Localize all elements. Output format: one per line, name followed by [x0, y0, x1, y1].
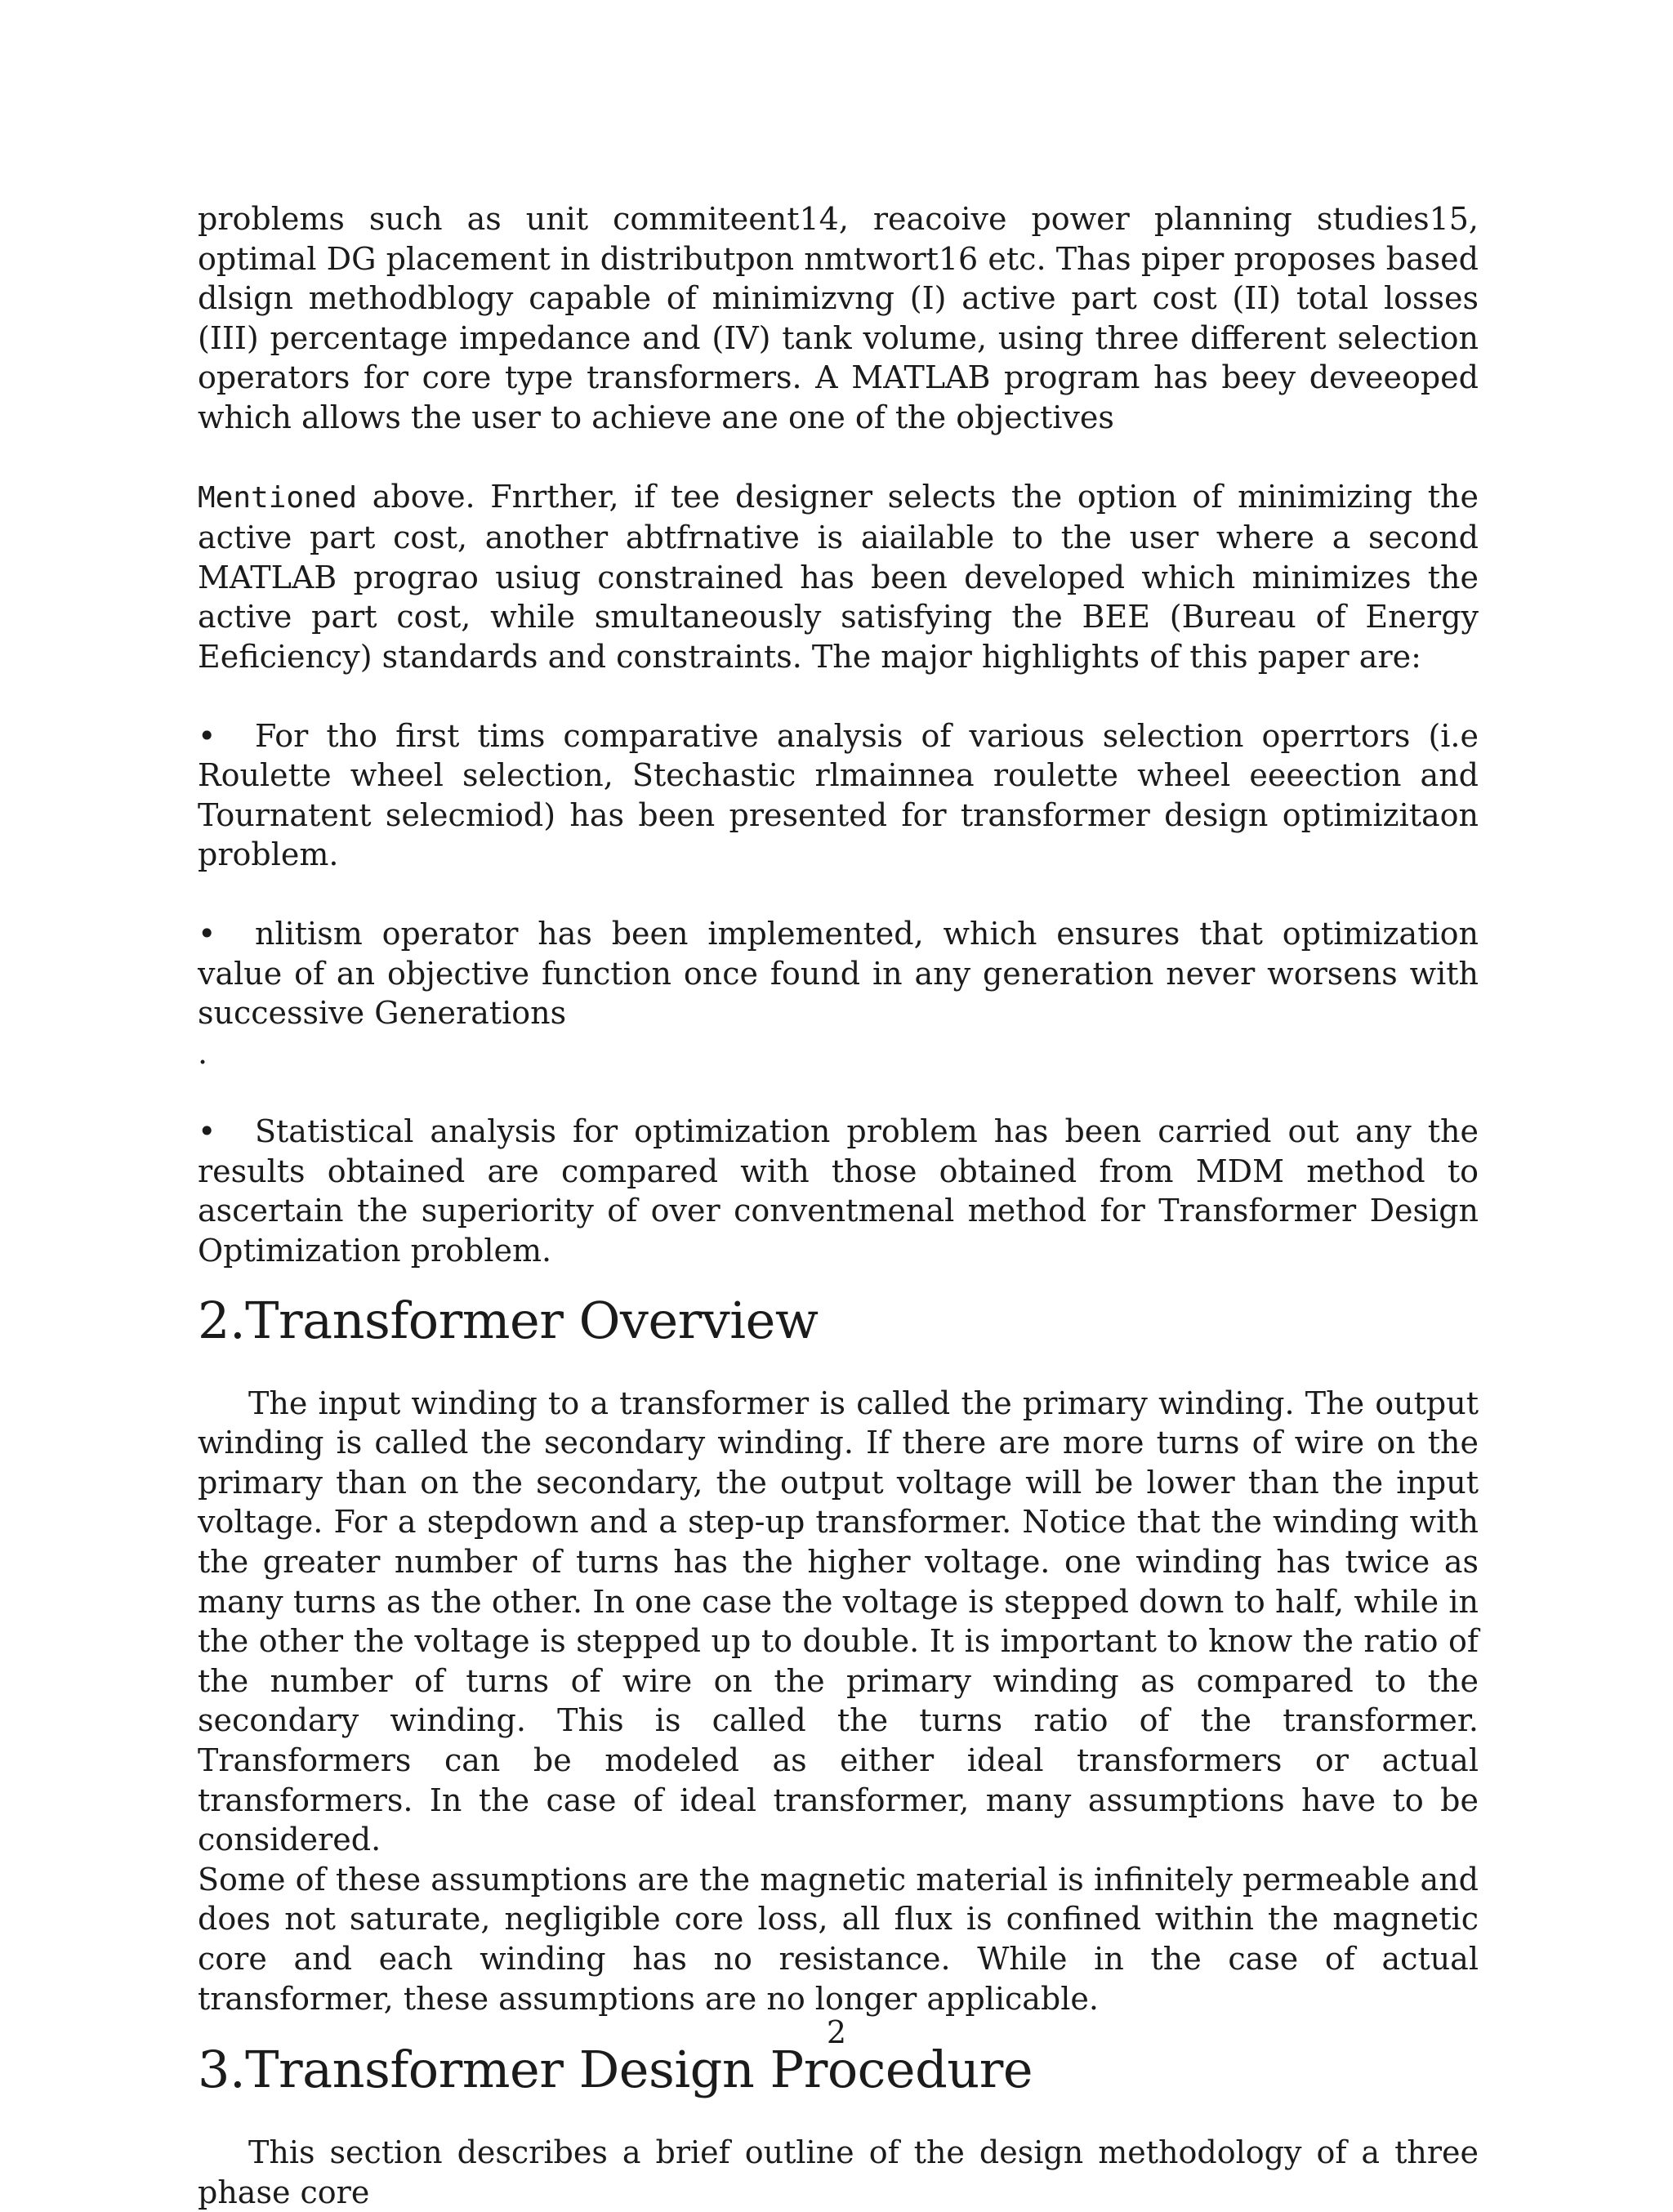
page-body: [198, 199, 1479, 2212]
highlight-item-1-text: For tho first tims comparative analysis of various selection operrtors (i.e Roulette wheel selection, Stechastic rlmainnea roulette wheel eeeection and Tournatent selecmiod) has been presented for transformer design optimizitaon problem.: [198, 717, 1479, 873]
overview-paragraph-1: The input winding to a transformer is called the primary winding. The output winding is called the secondary winding. If there are more turns of wire on the primary than on the secondary, the output voltage will be lower than the input voltage. For a stepdown and a step-up transformer. Notice that the winding with the greater number of turns has the higher voltage. one winding has twice as many turns as the other. In one case the voltage is stepped down to half, while in the other the voltage is stepped up to double. It is important to know the ratio of the number of turns of wire on the primary winding as compared to the secondary winding. This is called the turns ratio of the transformer. Transformers can be modeled as either ideal transformers or actual transformers. In the case of ideal transformer, many assumptions have to be considered.: [198, 1385, 1479, 1858]
bullet-icon: •: [198, 915, 216, 952]
section-heading-design-procedure: 3.Transformer Design Procedure: [198, 2040, 1033, 2100]
mentioned-lead-word: Mentioned: [198, 480, 358, 515]
bullet-icon: •: [198, 1113, 216, 1150]
intro-paragraph: problems such as unit commiteent14, reacoive power planning studies15, optimal DG placement in distributpon nmtwort16 etc. Thas piper proposes based dlsign methodblogy capable of minimizvng (I) active part cost (II) total losses (III) percentage impedance and (IV) tank volume, using three different selection operators for core type transformers. A MATLAB program has beey deveeoped which allows the user to achieve ane one of the objectives: [198, 201, 1479, 435]
page-number: 2: [826, 2014, 847, 2050]
mentioned-paragraph: [198, 477, 1479, 677]
section-heading-transformer-overview: 2.Transformer Overview: [198, 1290, 819, 1350]
bullet-icon: •: [198, 717, 216, 754]
mentioned-paragraph-text: above. Fnrther, if tee designer selects the option of minimizing the active part cost, another abtfrnative is aiailable to the user where a second MATLAB prograo usiug constrained has been developed which minimizes the active part cost, while smultaneously satisfying the BEE (Bureau of Energy Eeficiency) standards and constraints. The major highlights of this paper are:: [198, 478, 1479, 675]
design-procedure-paragraph: This section describes a brief outline of the design methodology of a three phase core: [198, 2134, 1479, 2210]
overview-paragraph-2: Some of these assumptions are the magnetic material is infinitely permeable and does not saturate, negligible core loss, all flux is confined within the magnetic core and each winding has no resistance. While in the case of actual transformer, these assumptions are no longer applicable.: [198, 1861, 1479, 2017]
highlight-item-2-tail: .: [198, 1034, 208, 1071]
highlight-item-1: [198, 716, 1479, 875]
highlight-item-2-text: nlitism operator has been implemented, which ensures that optimization value of an objective function once found in any generation never worsens with successive Generations: [198, 915, 1479, 1032]
highlight-item-2: [198, 914, 1479, 1073]
highlight-item-3-text: Statistical analysis for optimization problem has been carried out any the results obtained are compared with those obtained from MDM method to ascertain the superiority of over conventmenal method for Transformer Design Optimization problem.: [198, 1113, 1479, 1269]
highlight-item-3: [198, 1112, 1479, 1270]
